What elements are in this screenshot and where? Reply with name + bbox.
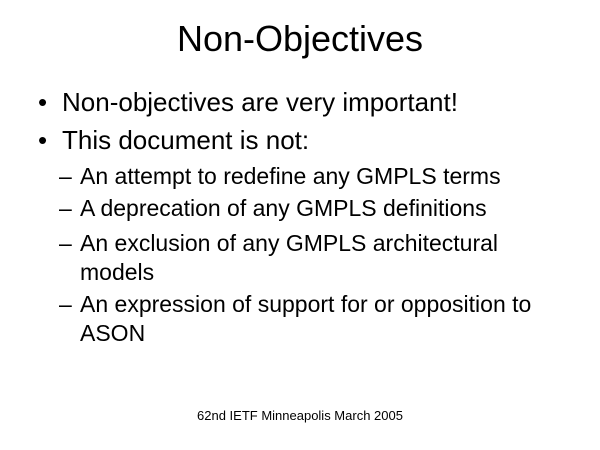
sub-bullet-text: An attempt to redefine any GMPLS terms <box>80 163 501 189</box>
sub-bullet-item <box>59 162 551 191</box>
sub-bullet-text: An expression of support for or opposition to ASON <box>80 291 532 346</box>
bullet-item <box>38 85 568 119</box>
bullet-item <box>38 123 568 157</box>
sub-bullet-text: An exclusion of any GMPLS architectural models <box>80 230 499 285</box>
sub-bullet-text: A deprecation of any GMPLS definitions <box>80 195 487 221</box>
dash-marker-icon: – <box>59 230 72 256</box>
bullet-text: Non-objectives are very important! <box>62 87 458 117</box>
bullet-text: This document is not: <box>62 125 310 155</box>
bullet-dot-icon: • <box>38 87 48 117</box>
dash-marker-icon: – <box>59 163 72 189</box>
dash-marker-icon: – <box>59 195 72 221</box>
dash-marker-icon: – <box>59 291 72 317</box>
sub-bullet-item <box>59 229 551 287</box>
sub-bullet-item <box>59 194 551 223</box>
bullet-dot-icon: • <box>38 125 48 155</box>
footer-text: 62nd IETF Minneapolis March 2005 <box>197 408 403 423</box>
sub-bullet-item <box>59 290 551 348</box>
slide-title: Non-Objectives <box>176 18 424 59</box>
